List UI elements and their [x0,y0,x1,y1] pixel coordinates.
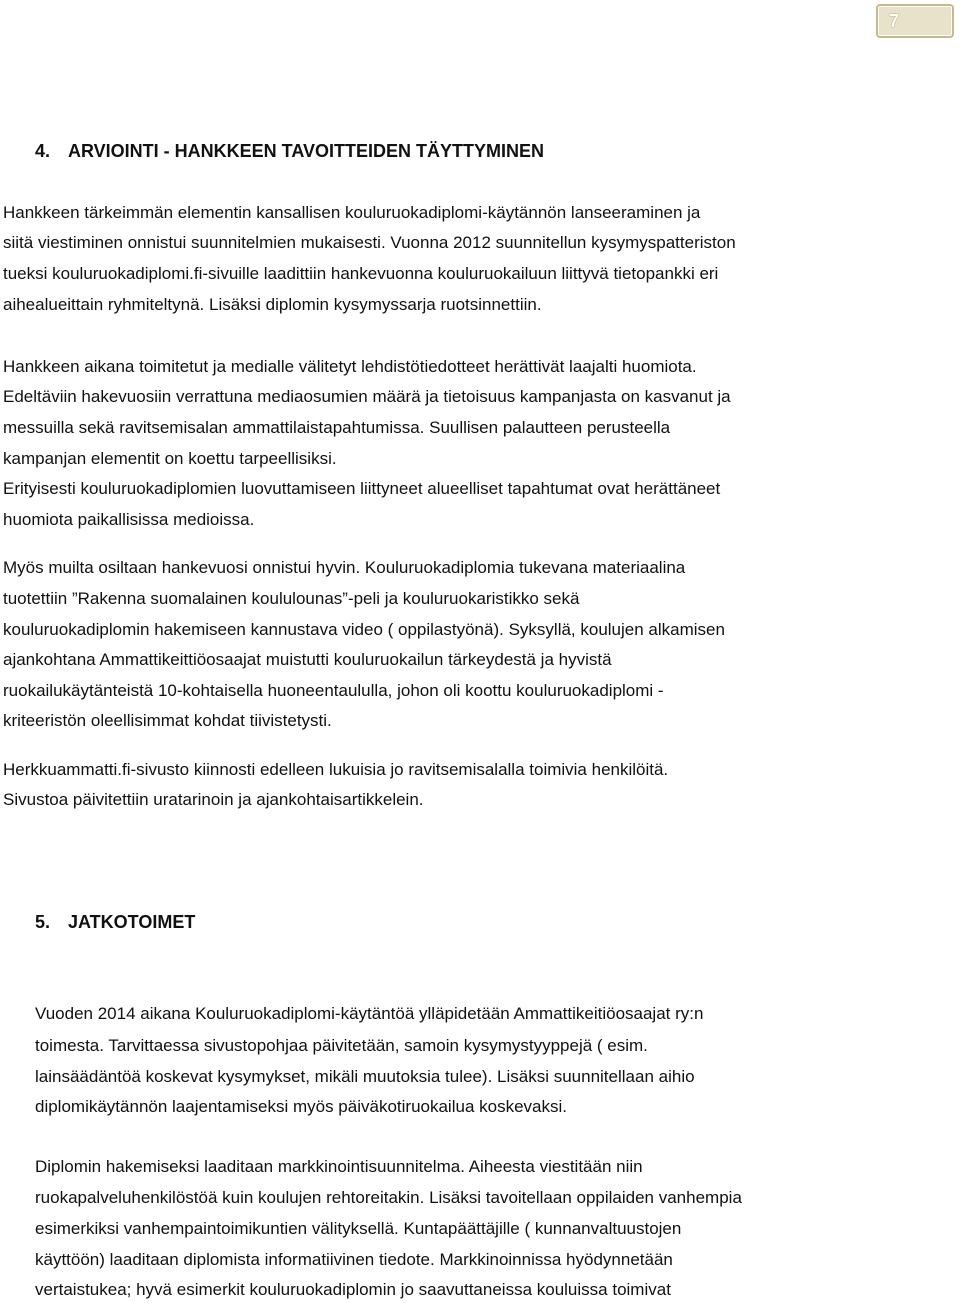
body-line: Myös muilta osiltaan hankevuosi onnistui hyvin. Kouluruokadiplomia tukevana materiaalina [3,558,686,577]
body-line: kriteeristön oleellisimmat kohdat tiivistetysti. [3,711,332,730]
body-line: huomiota paikallisissa medioissa. [3,510,255,529]
section-4-title: ARVIOINTI - HANKKEEN TAVOITTEIDEN TÄYTTYMINEN [68,141,545,161]
body-line: Herkkuammatti.fi-sivusto kiinnosti edelleen lukuisia jo ravitsemisalalla toimivia henkilöitä. [3,760,669,779]
section-4-number: 4. [35,141,51,161]
body-line: diplomikäytännön laajentamiseksi myös päiväkotiruokailua koskevaksi. [35,1097,567,1116]
body-line: ruokailukäytänteistä 10-kohtaisella huoneentaululla, johon oli koottu kouluruokadiplomi - [3,681,664,700]
body-line: tueksi kouluruokadiplomi.fi-sivuille laadittiin hankevuonna kouluruokailuun liittyvä tietopankki eri [3,264,719,283]
section-5-heading [35,912,195,933]
body-line: Diplomin hakemiseksi laaditaan markkinointisuunnitelma. Aiheesta viestitään niin [35,1157,643,1176]
body-line: kouluruokadiplomin hakemiseen kannustava video ( oppilastyönä). Syksyllä, koulujen alkamisen [3,620,725,639]
body-line: tuotettiin ”Rakenna suomalainen koululounas”-peli ja kouluruokaristikko sekä [3,589,580,608]
body-line: Hankkeen tärkeimmän elementin kansallisen kouluruokadiplomi-käytännön lanseeraminen ja [3,203,701,222]
body-line: siitä viestiminen onnistui suunnitelmien mukaisesti. Vuonna 2012 suunnitellun kysymyspatteriston [3,233,736,252]
body-line: esimerkiksi vanhempaintoimikuntien välityksellä. Kuntapäättäjille ( kunnanvaltuustojen [35,1219,682,1238]
section-5-number: 5. [35,912,51,932]
page-number-badge [876,4,954,38]
body-line: messuilla sekä ravitsemisalan ammattilaistapahtumissa. Suullisen palautteen perusteella [3,418,671,437]
page-number: 7 [889,10,900,31]
body-line: Vuoden 2014 aikana Kouluruokadiplomi-käytäntöä ylläpidetään Ammattikeitiöosaajat ry:n [35,1004,704,1023]
body-line: Edeltäviin hakevuosiin verrattuna mediaosumien määrä ja tietoisuus kampanjasta on kasvanut ja [3,387,731,406]
body-line: toimesta. Tarvittaessa sivustopohjaa päivitetään, samoin kysymystyyppejä ( esim. [35,1036,648,1055]
body-line: kampanjan elementit on koettu tarpeellisiksi. [3,449,337,468]
body-line: lainsäädäntöä koskevat kysymykset, mikäli muutoksia tulee). Lisäksi suunnitellaan aihio [35,1067,695,1086]
body-line: vertaistukea; hyvä esimerkit kouluruokadiplomin jo saavuttaneissa kouluissa toimivat [35,1280,671,1299]
body-line: ajankohtana Ammattikeittiöosaajat muistutti kouluruokailun tärkeydestä ja hyvistä [3,650,612,669]
section-5-title: JATKOTOIMET [68,912,196,932]
body-line: ruokapalveluhenkilöstöä kuin koulujen rehtoreitakin. Lisäksi tavoitellaan oppilaiden vanhempia [35,1188,742,1207]
body-line: Hankkeen aikana toimitetut ja medialle välitetyt lehdistötiedotteet herättivät laajalti huomiota. [3,357,697,376]
body-line: Sivustoa päivitettiin uratarinoin ja ajankohtaisartikkelein. [3,790,424,809]
body-line: aihealueittain ryhmiteltynä. Lisäksi diplomin kysymyssarja ruotsinnettiin. [3,295,542,314]
body-line: Erityisesti kouluruokadiplomien luovuttamiseen liittyneet alueelliset tapahtumat ovat herättäneet [3,479,721,498]
body-line: käyttöön) laaditaan diplomista informatiivinen tiedote. Markkinoinnissa hyödynnetään [35,1250,673,1269]
section-4-heading [35,141,544,162]
